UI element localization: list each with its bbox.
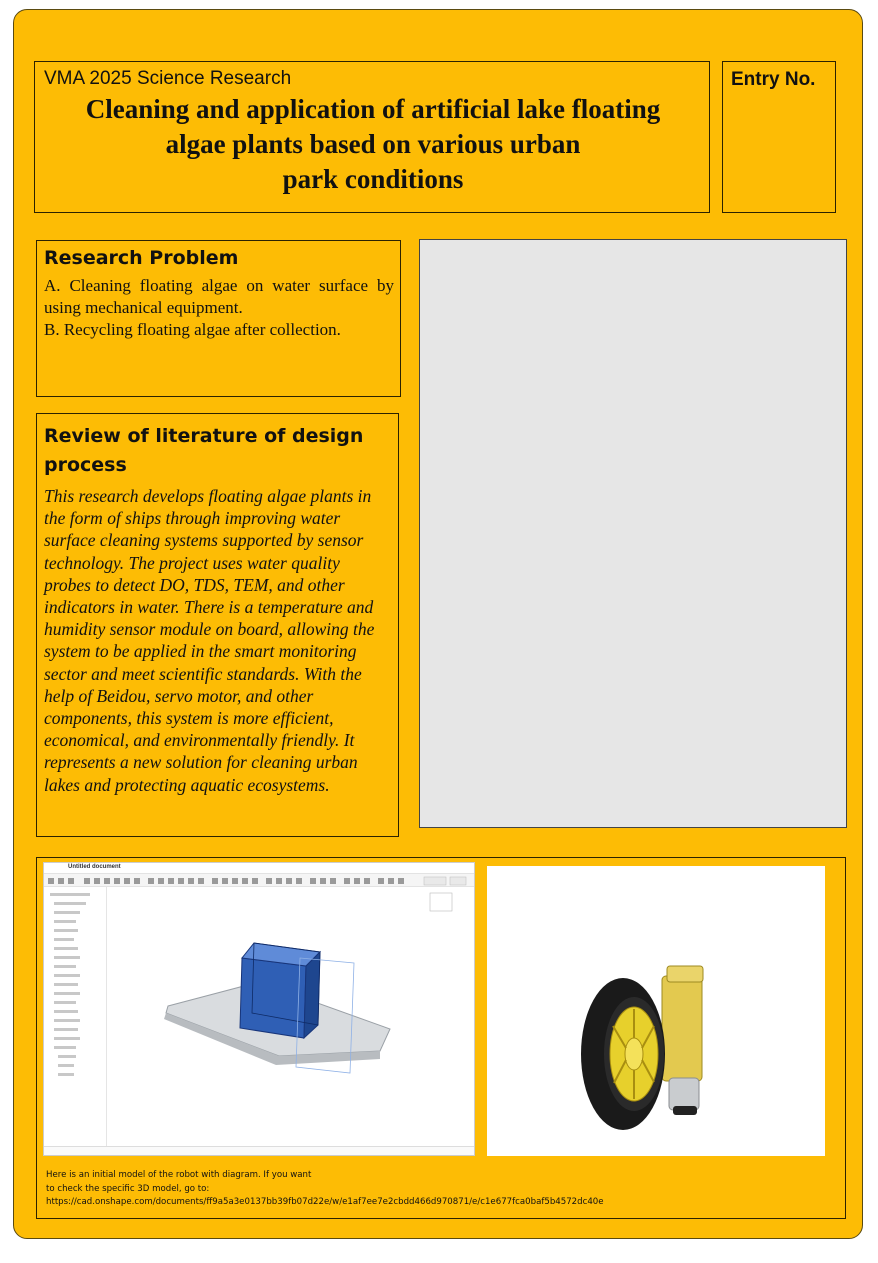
figure-caption [46, 1169, 836, 1210]
research-problem-box [36, 240, 401, 397]
literature-review-heading: Review of literature of design process [44, 425, 364, 476]
cad-document-title: Untitled document [68, 864, 121, 870]
cad-screenshot [43, 862, 475, 1156]
poster [13, 9, 863, 1239]
poster-title [45, 92, 701, 197]
figure-box [36, 857, 846, 1219]
caption-line: to check the specific 3D model, go to: [46, 1183, 210, 1194]
problem-item: B. Recycling floating algae after collection. [44, 320, 341, 339]
title-line: Cleaning and application of artificial lake floating [85, 94, 661, 124]
cad-viewport [44, 863, 475, 1156]
title-line: park conditions [282, 164, 464, 194]
wheel-motor-render [487, 866, 825, 1156]
entry-number-box [722, 61, 836, 213]
literature-review-body: This research develops floating algae plants in the form of ships through improving water surface cleaning systems supported by sensor technology. The project uses water quality probes to detect DO, TDS, TEM, and other indicators in water. There is a temperature and humidity sensor module on board, allowing the system to be applied in the smart monitoring sector and meet scientific standards. With the help of Beidou, servo motor, and other components, this system is more efficient, economical, and environmentally friendly. It represents a new solution for cleaning urban lakes and protecting aquatic ecosystems. [44, 486, 375, 795]
header-box [34, 61, 710, 213]
wheel-motor-graphic [487, 866, 825, 1156]
research-problem-heading: Research Problem [44, 247, 239, 269]
entry-number-label: Entry No. [731, 69, 816, 90]
title-line: algae plants based on various urban [165, 129, 581, 159]
caption-line: Here is an initial model of the robot with diagram. If you want [46, 1170, 312, 1180]
problem-item: A. Cleaning floating algae on water surface by using mechanical equipment. [44, 276, 394, 317]
conference-label: VMA 2025 Science Research [44, 68, 292, 89]
caption-url[interactable]: https://cad.onshape.com/documents/ff9a5a3e0137bb39fb07d22e/w/e1af7ee7e2cbdd466d970871/e/c1e677fca0baf5b4572dc40e [46, 1197, 604, 1207]
research-problem-body [44, 275, 394, 341]
literature-review-box [36, 413, 399, 837]
image-placeholder [419, 239, 847, 828]
cad-bottom-bar [44, 1146, 474, 1155]
